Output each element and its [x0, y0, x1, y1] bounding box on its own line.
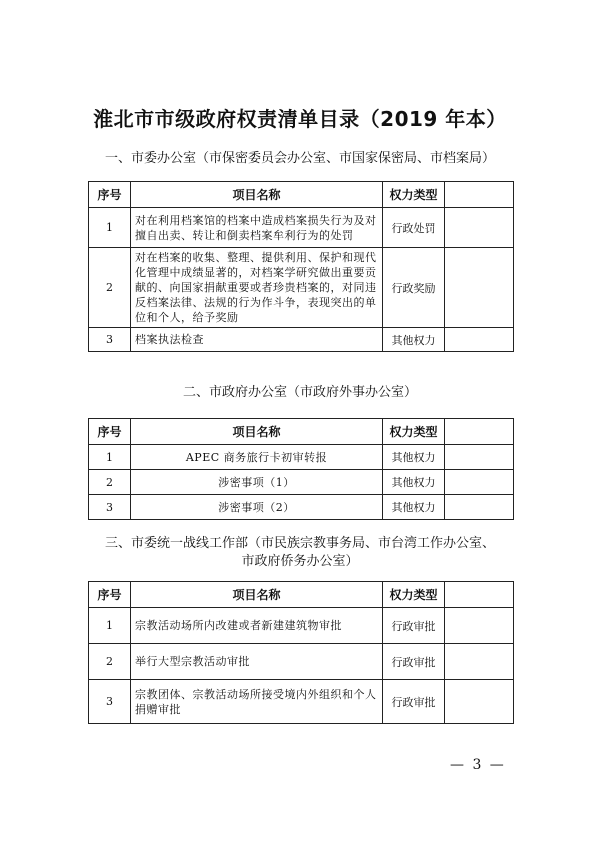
header-type: 权力类型: [383, 182, 445, 208]
row-type: 其他权力: [383, 328, 445, 352]
table-header-row: [89, 419, 514, 445]
table-header-row: [89, 582, 514, 608]
table-row: [89, 445, 514, 470]
row-blank: [445, 208, 514, 248]
header-no: 序号: [89, 582, 131, 608]
table-header-row: [89, 182, 514, 208]
row-type: 其他权力: [383, 495, 445, 520]
table-row: [89, 495, 514, 520]
document-title: 淮北市市级政府权责清单目录（2019 年本）: [93, 107, 507, 131]
header-no: 序号: [89, 419, 131, 445]
row-no: 1: [89, 608, 131, 644]
header-name: 项目名称: [131, 582, 383, 608]
table-section-3: [88, 581, 514, 724]
table-row: [89, 608, 514, 644]
row-blank: [445, 608, 514, 644]
header-type: 权力类型: [383, 582, 445, 608]
row-type: 其他权力: [383, 445, 445, 470]
row-name: 对在档案的收集、整理、提供利用、保护和现代化管理中成绩显著的，对档案学研究做出重要贡献的、向国家捐献重要或者珍贵档案的，对同违反档案法律、法规的行为作斗争，表现突出的单位和个人，给予奖励: [131, 248, 383, 328]
row-name: 涉密事项（1）: [131, 470, 383, 495]
row-blank: [445, 248, 514, 328]
row-type: 行政审批: [383, 680, 445, 724]
table-row: [89, 328, 514, 352]
table-row: [89, 680, 514, 724]
header-name: 项目名称: [131, 419, 383, 445]
row-no: 2: [89, 248, 131, 328]
row-type: 行政奖励: [383, 248, 445, 328]
row-no: 2: [89, 470, 131, 495]
row-blank: [445, 495, 514, 520]
row-type: 其他权力: [383, 470, 445, 495]
row-no: 2: [89, 644, 131, 680]
section-heading-2: 二、市政府办公室（市政府外事办公室）: [182, 385, 417, 400]
page-number: — 3 —: [450, 757, 506, 773]
header-type: 权力类型: [383, 419, 445, 445]
table-row: [89, 644, 514, 680]
row-no: 1: [89, 445, 131, 470]
row-type: 行政审批: [383, 644, 445, 680]
row-no: 1: [89, 208, 131, 248]
row-type: 行政处罚: [383, 208, 445, 248]
row-no: 3: [89, 328, 131, 352]
header-blank: [445, 419, 514, 445]
header-name: 项目名称: [131, 182, 383, 208]
row-name: 举行大型宗教活动审批: [131, 644, 383, 680]
row-no: 3: [89, 495, 131, 520]
table-row: [89, 248, 514, 328]
section-heading-3-line1: 三、市委统一战线工作部（市民族宗教事务局、市台湾工作办公室、: [104, 536, 495, 551]
row-name: 对在利用档案馆的档案中造成档案损失行为及对擅自出卖、转让和倒卖档案牟利行为的处罚: [131, 208, 383, 248]
section-heading-3-line2: 市政府侨务办公室）: [241, 554, 359, 569]
header-blank: [445, 582, 514, 608]
table-section-2: [88, 418, 514, 520]
row-blank: [445, 328, 514, 352]
row-name: 宗教团体、宗教活动场所接受境内外组织和个人捐赠审批: [131, 680, 383, 724]
row-name: 档案执法检查: [131, 328, 383, 352]
table-row: [89, 208, 514, 248]
row-blank: [445, 445, 514, 470]
row-name: APEC 商务旅行卡初审转报: [131, 445, 383, 470]
row-name: 宗教活动场所内改建或者新建建筑物审批: [131, 608, 383, 644]
section-heading-1: 一、市委办公室（市保密委员会办公室、市国家保密局、市档案局）: [104, 151, 495, 166]
header-blank: [445, 182, 514, 208]
row-blank: [445, 644, 514, 680]
header-no: 序号: [89, 182, 131, 208]
row-blank: [445, 470, 514, 495]
table-row: [89, 470, 514, 495]
table-section-1: [88, 181, 514, 352]
row-blank: [445, 680, 514, 724]
row-no: 3: [89, 680, 131, 724]
row-type: 行政审批: [383, 608, 445, 644]
row-name: 涉密事项（2）: [131, 495, 383, 520]
